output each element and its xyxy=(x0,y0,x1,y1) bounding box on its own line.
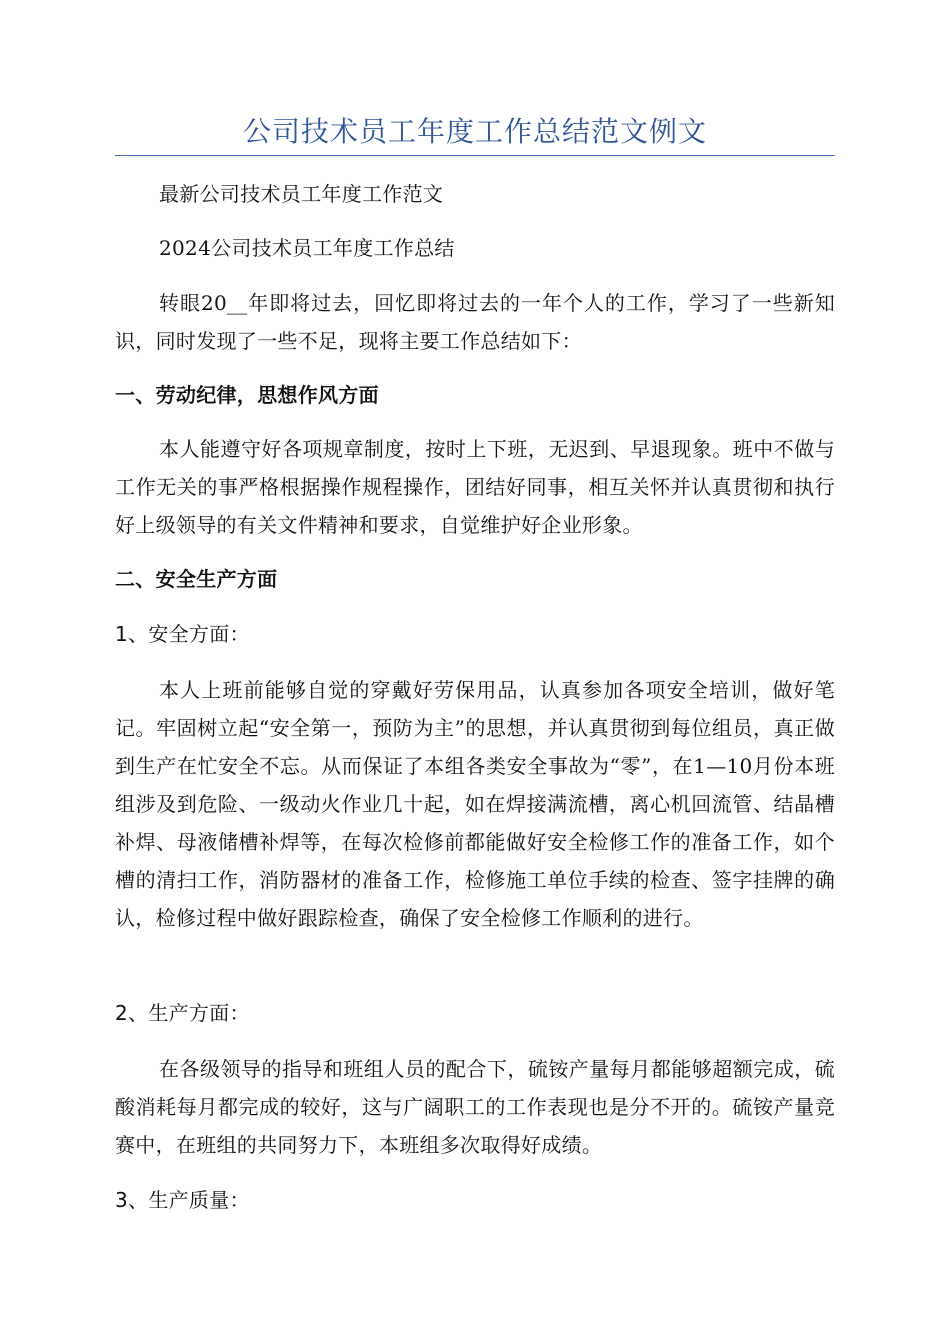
subsection-3-heading: 3、生产质量： xyxy=(115,1188,250,1212)
section-1-body: 本人能遵守好各项规章制度，按时上下班，无迟到、早退现象。班中不做与工作无关的事严格根据操作规程操作，团结好同事，相互关怀并认真贯彻和执行好上级领导的有关文件精神和要求，自觉维护好企业形象。 xyxy=(115,437,835,537)
subtitle-2: 2024公司技术员工年度工作总结 xyxy=(159,236,455,260)
subtitle-1: 最新公司技术员工年度工作范文 xyxy=(159,182,444,206)
subsection-1-heading: 1、安全方面： xyxy=(115,622,250,646)
section-1-heading: 一、劳动纪律，思想作风方面 xyxy=(115,383,379,407)
document-title: 公司技术员工年度工作总结范文例文 xyxy=(242,115,707,148)
subsection-2-heading: 2、生产方面： xyxy=(115,1001,250,1025)
section-2-heading: 二、安全生产方面 xyxy=(115,567,278,591)
title-underline xyxy=(115,155,835,156)
subsection-2-body: 在各级领导的指导和班组人员的配合下，硫铵产量每月都能够超额完成，硫酸消耗每月都完成的较好，这与广阔职工的工作表现也是分不开的。硫铵产量竞赛中，在班组的共同努力下，本班组多次取得好成绩。 xyxy=(115,1057,835,1157)
subsection-1-body: 本人上班前能够自觉的穿戴好劳保用品，认真参加各项安全培训，做好笔记。牢固树立起“安全第一，预防为主”的思想，并认真贯彻到每位组员，真正做到生产在忙安全不忘。从而保证了本组各类安全事故为“零”，在1—10月份本班组涉及到危险、一级动火作业几十起，如在焊接满流槽，离心机回流管、结晶槽补焊、母液储槽补焊等，在每次检修前都能做好安全检修工作的准备工作，如个槽的清扫工作，消防器材的准备工作，检修施工单位手续的检查、签字挂牌的确认，检修过程中做好跟踪检查，确保了安全检修工作顺利的进行。 xyxy=(115,678,835,930)
intro-paragraph: 转眼20__年即将过去，回忆即将过去的一年个人的工作，学习了一些新知识，同时发现了一些不足，现将主要工作总结如下： xyxy=(115,291,835,353)
